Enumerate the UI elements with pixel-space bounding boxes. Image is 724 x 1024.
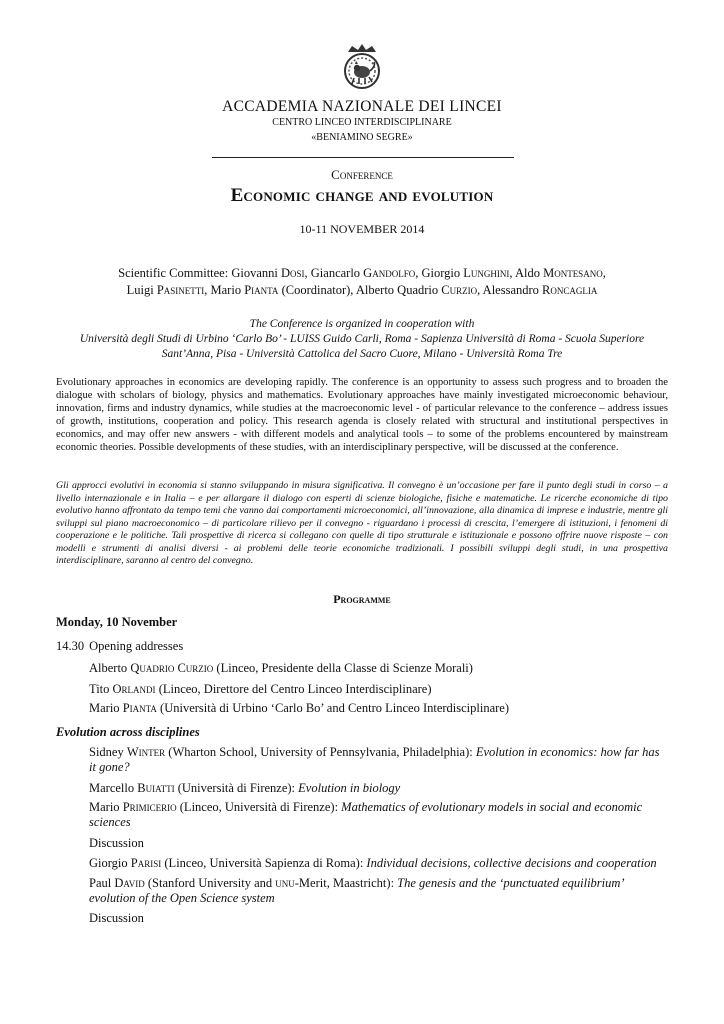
talk-entry xyxy=(89,800,669,830)
speaker-last: Pianta xyxy=(122,701,157,715)
talk-title: Evolution in economics: how far has it gone? xyxy=(89,745,660,774)
speaker-first: Mario xyxy=(89,800,120,814)
committee-member-first: Giorgio xyxy=(421,266,461,280)
talk-title: Individual decisions, collective decisions and cooperation xyxy=(366,856,657,870)
committee-member-first: Mario xyxy=(210,283,242,297)
committee-separator: (Coordinator), xyxy=(278,283,356,297)
speaker-first: Tito xyxy=(89,682,110,696)
speaker-last: David xyxy=(114,876,145,890)
committee-member-last: Pianta xyxy=(244,283,279,297)
scientific-committee xyxy=(70,265,654,299)
speaker-affiliation: (Linceo, Presidente della Classe di Scienze Morali) xyxy=(213,661,473,675)
opening-speaker xyxy=(89,682,669,697)
opening-row xyxy=(56,639,183,654)
speaker-last: Primicerio xyxy=(122,800,177,814)
speaker-last: Buiatti xyxy=(137,781,175,795)
speaker-affiliation-acronym: unu xyxy=(275,876,295,890)
speaker-last: Winter xyxy=(126,745,166,759)
committee-member-last: Lunghini xyxy=(463,266,510,280)
programme-heading: Programme xyxy=(333,592,391,606)
opening-speaker xyxy=(89,661,669,676)
committee-member-last: Curzio xyxy=(441,283,478,297)
committee-separator: , xyxy=(602,266,606,280)
header-divider xyxy=(212,157,514,158)
conference-kicker: Conference xyxy=(331,167,393,182)
speaker-first: Mario xyxy=(89,701,120,715)
talk-entry xyxy=(89,781,669,796)
abstract-english: Evolutionary approaches in economics are developing rapidly. The conference is an opportunity to assess such progress and to broaden the dialogue with scholars of biology, physics and mathematics. Evolutionary approaches have mainly investigated microeconomic behaviour, innovation, firms and industry dynamics, while studies at the macroeconomic level - of particular relevance to the conference – address issues of growth, institutions, cooperation and policy. This research agenda is closely related with structural and institutional perspectives in economics, and may offer new answers - with different models and analytical tools – to some of the problems encountered by mainstream economic theories. Possible developments of these studies, with an interdisciplinary perspective, will be discussed at the conference. xyxy=(56,377,668,453)
speaker-affiliation: (Università di Firenze): xyxy=(174,781,299,795)
session-title: Evolution across disciplines xyxy=(56,725,200,739)
speaker-affiliation: (Linceo, Università Sapienza di Roma): xyxy=(161,856,367,870)
speaker-first: Marcello xyxy=(89,781,135,795)
cooperation-line: Sant’Anna, Pisa - Università Cattolica del Sacro Cuore, Milano - Università Roma Tre xyxy=(161,348,563,360)
discussion-item: Discussion xyxy=(89,836,144,850)
conference-date: 10-11 NOVEMBER 2014 xyxy=(299,222,425,236)
committee-separator: , xyxy=(415,266,422,280)
speaker-affiliation: (Linceo, Direttore del Centro Linceo Interdisciplinare) xyxy=(155,682,432,696)
speaker-last: Quadrio Curzio xyxy=(130,661,214,675)
talk-entry xyxy=(89,876,669,906)
speaker-affiliation: -Merit, Maastricht): xyxy=(294,876,398,890)
committee-member-last: Pasinetti xyxy=(156,283,205,297)
committee-member-last: Montesano xyxy=(543,266,603,280)
cooperation-note xyxy=(50,317,674,362)
speaker-first: Paul xyxy=(89,876,112,890)
speaker-first: Sidney xyxy=(89,745,124,759)
committee-member-first: Aldo xyxy=(514,266,540,280)
speaker-affiliation: (Stanford University and xyxy=(144,876,276,890)
subcentre-name: «BENIAMINO SEGRE» xyxy=(311,132,413,143)
abstract-italian: Gli approcci evolutivi in economia si stanno sviluppando in misura significativa. Il convegno è un’occasione per fare il punto degli studi in corso – a livello internazionale e in Italia – e per allargare il dialogo con esperti di scienze biologiche, fisiche e matematiche. Le ricerche economiche di tipo evolutivo hanno affrontato da tempo temi che vanno dai comportamenti microeconomici, all’innovazione, alla dinamica di imprese e industrie, mentre gli sviluppi sul piano macroeconomico – di particolare rilievo per il convegno - riguardano i processi di crescita, l’emergere di istituzioni, i fenomeni di cooperazione e le politiche. Tali prospettive di ricerca si collegano con quelle di tipo strutturale e istituzionale e possono offrire nuove risposte – con modelli e strumenti di analisi diversi - ai problemi delle teorie economiche tradizionali. I possibili sviluppi degli studi, in una prospettiva interdisciplinare, saranno al centro del convegno. xyxy=(56,480,668,566)
speaker-affiliation: (Wharton School, University of Pennsylvania, Philadelphia): xyxy=(165,745,476,759)
committee-member-first: Alberto Quadrio xyxy=(355,283,439,297)
committee-member-first: Luigi xyxy=(126,283,154,297)
talk-entry xyxy=(89,856,669,871)
session-label: Opening addresses xyxy=(89,639,184,653)
speaker-first: Giorgio xyxy=(89,856,128,870)
committee-separator: , xyxy=(509,266,515,280)
lincei-emblem-icon xyxy=(338,42,386,92)
cooperation-line: Università degli Studi di Urbino ‘Carlo Bo’ - LUISS Guido Carli, Roma - Sapienza Università di Roma - Scuola Superiore xyxy=(79,333,645,345)
centre-name: CENTRO LINCEO INTERDISCIPLINARE xyxy=(272,117,452,128)
talk-title: Evolution in biology xyxy=(298,781,401,795)
conference-title: Economic change and evolution xyxy=(230,185,494,206)
committee-separator: , xyxy=(477,283,483,297)
discussion-item: Discussion xyxy=(89,911,144,925)
committee-label: Scientific Committee: xyxy=(118,266,232,280)
committee-member-first: Giancarlo xyxy=(310,266,361,280)
committee-member-last: Roncaglia xyxy=(542,283,598,297)
programme-day: Monday, 10 November xyxy=(56,615,178,629)
opening-speaker xyxy=(89,701,669,716)
talk-title: The genesis and the ‘punctuated equilibrium’ evolution of the Open Science system xyxy=(89,876,624,905)
committee-member-last: Dosi xyxy=(280,266,305,280)
speaker-last: Orlandi xyxy=(112,682,156,696)
session-time: 14.30 xyxy=(56,639,85,653)
speaker-last: Parisi xyxy=(130,856,162,870)
cooperation-line: The Conference is organized in cooperation with xyxy=(249,318,475,330)
speaker-first: Alberto xyxy=(89,661,128,675)
committee-member-first: Alessandro xyxy=(482,283,539,297)
speaker-affiliation: (Linceo, Università di Firenze): xyxy=(176,800,342,814)
committee-separator: , xyxy=(304,266,311,280)
talk-entry xyxy=(89,745,669,775)
committee-member-last: Gandolfo xyxy=(363,266,416,280)
academy-name: ACCADEMIA NAZIONALE DEI LINCEI xyxy=(222,98,502,115)
speaker-affiliation: (Università di Urbino ‘Carlo Bo’ and Centro Linceo Interdisciplinare) xyxy=(156,701,510,715)
committee-separator: , xyxy=(204,283,211,297)
committee-member-first: Giovanni xyxy=(231,266,278,280)
talk-title: Mathematics of evolutionary models in social and economic sciences xyxy=(89,800,643,829)
